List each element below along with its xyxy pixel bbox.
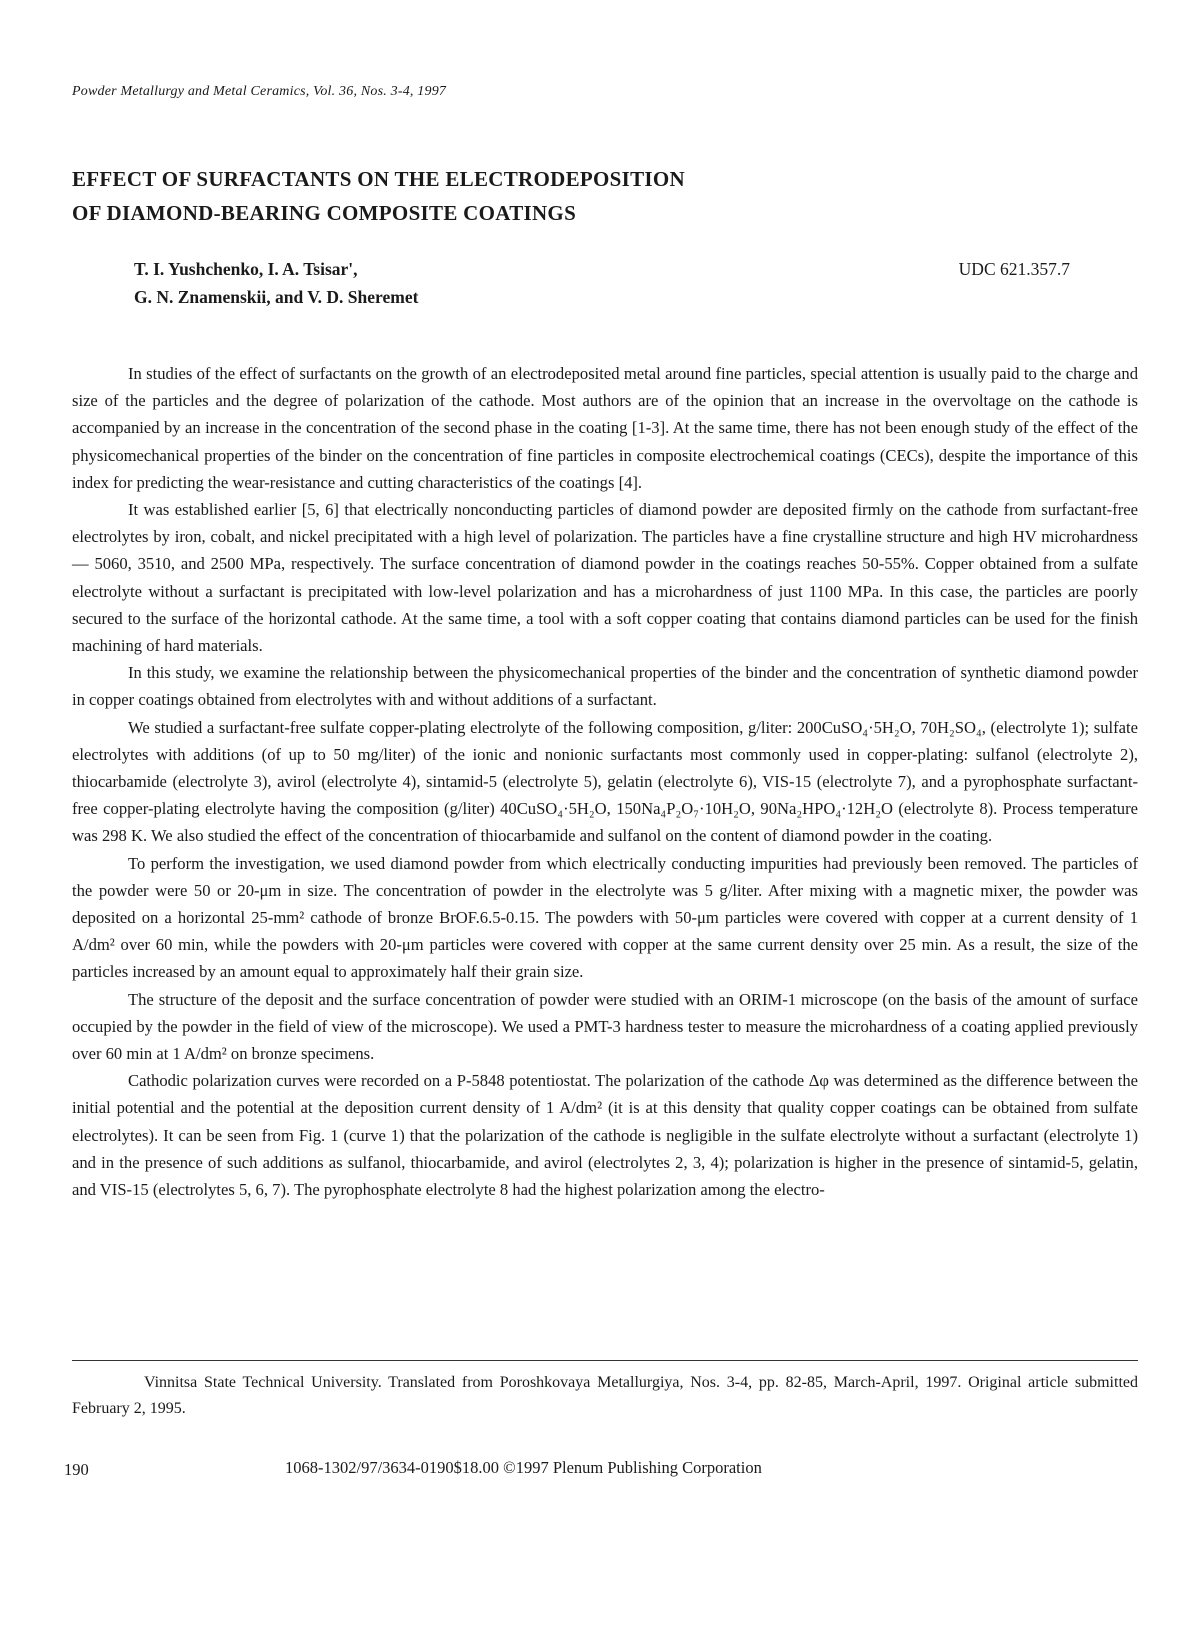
journal-citation: Powder Metallurgy and Metal Ceramics, Vol. 36, Nos. 3-4, 1997 [72, 84, 447, 99]
authors-line-2: G. N. Znamenskii, and V. D. Sheremet [134, 287, 419, 307]
copyright-line: 1068-1302/97/3634-0190$18.00 ©1997 Plenum Publishing Corporation [285, 1458, 762, 1477]
title-line-1: EFFECT OF SURFACTANTS ON THE ELECTRODEPOSITION [72, 167, 685, 191]
paragraph-6: The structure of the deposit and the surface concentration of powder were studied with an ORIM-1 microscope (on the basis of the amount of surface occupied by the powder in the field of view of the microscope). We used a PMT-3 hardness tester to measure the microhardness of a coating applied previously over 60 min at 1 A/dm² on bronze specimens. [72, 989, 1138, 1064]
title-line-2: OF DIAMOND-BEARING COMPOSITE COATINGS [72, 201, 577, 225]
footnote-divider [72, 1360, 1138, 1361]
footnote [72, 1370, 1138, 1422]
paragraph-5: To perform the investigation, we used diamond powder from which electrically conducting impurities had previously been removed. The particles of the powder were 50 or 20-μm in size. The concentration of powder in the electrolyte was 5 g/liter. After mixing with a magnetic mixer, the powder was deposited on a horizontal 25-mm² cathode of bronze BrOF.6.5-0.15. The powders with 50-μm particles were covered with copper at a current density of 1 A/dm² over 60 min, while the powders with 20-μm particles were covered with copper at the same current density over 25 min. As a result, the size of the particles increased by an amount equal to approximately half their grain size. [72, 853, 1138, 982]
paragraph-4: We studied a surfactant-free sulfate copper-plating electrolyte of the following composition, g/liter: 200CuSO₄·5H₂O, 70H₂SO₄, (electrolyte 1); sulfate electrolytes with additions (of up to 50 mg/liter) of the ionic and nonionic surfactants most commonly used in copper-plating: sulfanol (electrolyte 2), thiocarbamide (electrolyte 3), avirol (electrolyte 4), sintamid-5 (electrolyte 5), gelatin (electrolyte 6), VIS-15 (electrolyte 7), and a pyrophosphate surfactant-free copper-plating electrolyte having the composition (g/liter) 40CuSO₄·5H₂O, 150Na₄P₂O₇·10H₂O, 90Na₂HPO₄·12H₂O (electrolyte 8). Process temperature was 298 K. We also studied the effect of the concentration of thiocarbamide and sulfanol on the content of diamond powder in the coating. [72, 717, 1138, 846]
paragraph-7: Cathodic polarization curves were recorded on a P-5848 potentiostat. The polarization of the cathode Δφ was determined as the difference between the initial potential and the potential at the deposition current density of 1 A/dm² (it is at this density that quality copper coatings can be obtained from sulfate electrolytes). It can be seen from Fig. 1 (curve 1) that the polarization of the cathode is negligible in the sulfate electrolyte without a surfactant (electrolyte 1) and in the presence of such additions as sulfanol, thiocarbamide, and avirol (electrolytes 2, 3, 4); polarization is higher in the presence of sintamid-5, gelatin, and VIS-15 (electrolytes 5, 6, 7). The pyrophosphate electrolyte 8 had the highest polarization among the electro- [72, 1071, 1138, 1200]
author-list [134, 255, 418, 311]
article-body [72, 360, 1138, 1203]
paragraph-1: In studies of the effect of surfactants on the growth of an electrodeposited metal around fine particles, special attention is usually paid to the charge and size of the particles and the degree of polarization of the cathode. Most authors are of the opinion that an increase in the overvoltage on the cathode is accompanied by an increase in the concentration of the second phase in the coating [1-3]. At the same time, there has not been enough study of the effect of the physicomechanical properties of the binder on the concentration of fine particles in composite electrochemical coatings (CECs), despite the importance of this index for predicting the wear-resistance and cutting characteristics of the coatings [4]. [72, 364, 1138, 492]
footnote-text: Vinnitsa State Technical University. Translated from Poroshkovaya Metallurgiya, Nos. 3-4, pp. 82-85, March-April, 1997. Original article submitted February 2, 1995. [72, 1374, 1138, 1417]
udc-code: UDC 621.357.7 [958, 259, 1070, 279]
paragraph-3: In this study, we examine the relationship between the physicomechanical properties of the binder and the concentration of synthetic diamond powder in copper coatings obtained from electrolytes with and without additions of a surfactant. [72, 663, 1138, 710]
authors-line-1: T. I. Yushchenko, I. A. Tsisar', [134, 259, 358, 279]
article-title [72, 162, 685, 230]
page-number: 190 [64, 1460, 89, 1479]
paragraph-2: It was established earlier [5, 6] that electrically nonconducting particles of diamond powder are deposited firmly on the cathode from surfactant-free electrolytes by iron, cobalt, and nickel precipitated with a high level of polarization. The particles have a fine crystalline structure and high HV microhardness — 5060, 3510, and 2500 MPa, respectively. The surface concentration of diamond powder in the coatings reaches 50-55%. Copper obtained from a sulfate electrolyte without a surfactant is precipitated with low-level polarization and has a microhardness of just 1100 MPa. In this case, the particles are poorly secured to the surface of the horizontal cathode. At the same time, a tool with a soft copper coating that contains diamond particles can be used for the finish machining of hard materials. [72, 500, 1138, 656]
